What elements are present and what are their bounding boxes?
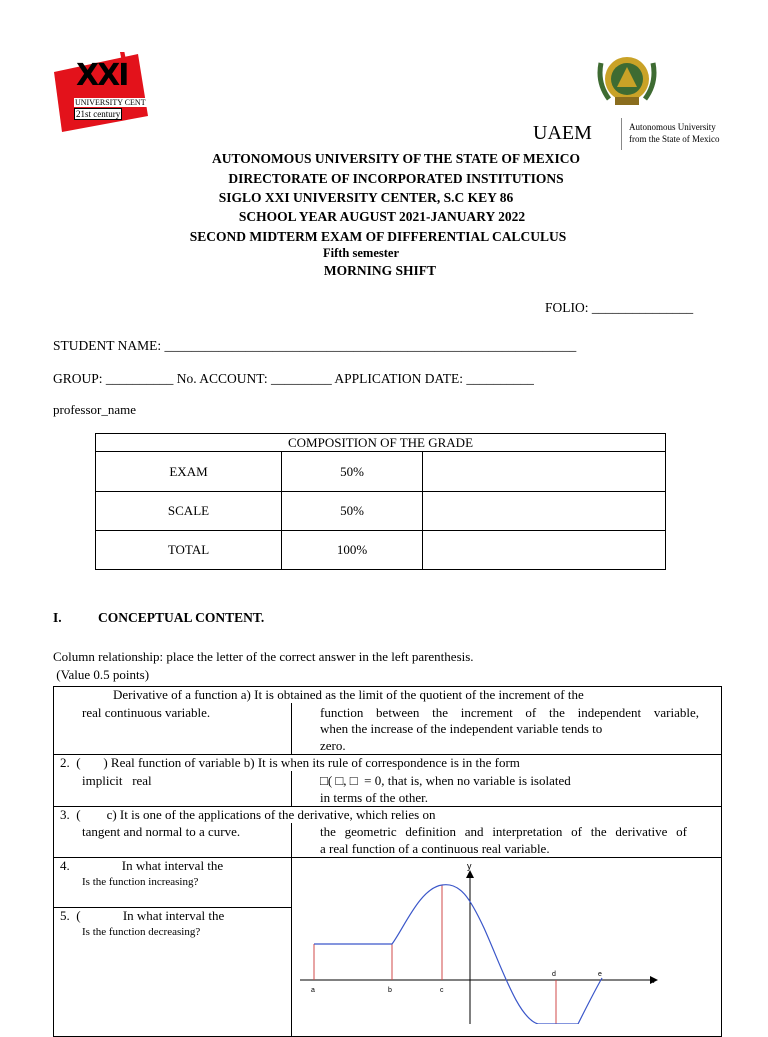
header-university: AUTONOMOUS UNIVERSITY OF THE STATE OF MEXICO bbox=[211, 151, 581, 166]
grade-row-label: EXAM bbox=[96, 452, 282, 492]
university-logo-left bbox=[52, 52, 150, 132]
q4-line2: Is the function increasing? bbox=[82, 876, 199, 888]
grade-table-title: COMPOSITION OF THE GRADE bbox=[96, 434, 666, 452]
uaem-divider bbox=[621, 118, 622, 150]
q1-top-line: Derivative of a function a) It is obtained as the limit of the quotient of the increment of the bbox=[113, 687, 584, 702]
q2-left-text: implicit real bbox=[82, 773, 152, 788]
folio-field[interactable]: FOLIO: _______________ bbox=[545, 300, 694, 315]
q1-right-line2: when the increase of the independent variable tends to bbox=[320, 721, 603, 736]
grade-row-value: 50% bbox=[282, 492, 423, 531]
header-shift: MORNING SHIFT bbox=[323, 263, 437, 278]
label-e: e bbox=[598, 971, 602, 978]
header-center: SIGLO XXI UNIVERSITY CENTER, S.C KEY 86 bbox=[218, 190, 514, 205]
q3-left-text: tangent and normal to a curve. bbox=[82, 824, 241, 839]
instructions-line1: Column relationship: place the letter of the correct answer in the left parenthesis. bbox=[53, 649, 474, 664]
grade-row-label: SCALE bbox=[96, 492, 282, 531]
label-d: d bbox=[552, 971, 556, 978]
label-c: c bbox=[440, 987, 444, 994]
q3-right-line2: a real function of a continuous real variable. bbox=[320, 841, 550, 856]
logo-numeral: XXI bbox=[76, 58, 128, 93]
label-x: x bbox=[650, 975, 655, 985]
header-exam-title: SECOND MIDTERM EXAM OF DIFFERENTIAL CALCULUS bbox=[189, 229, 567, 244]
q2-right-line2: in terms of the other. bbox=[320, 790, 428, 805]
q1-right-line1: function between the increment of the independent variable, bbox=[320, 705, 699, 720]
grade-row-score-cell[interactable] bbox=[423, 531, 666, 570]
q5-line2: Is the function decreasing? bbox=[82, 926, 201, 938]
uaem-acronym: UAEM bbox=[533, 122, 592, 144]
seal-icon bbox=[595, 53, 659, 109]
logo-caption-line2: 21st century bbox=[76, 109, 121, 119]
student-name-field[interactable]: STUDENT NAME: _____________________________________________________________ bbox=[53, 338, 577, 353]
grade-row-score-cell[interactable] bbox=[423, 452, 666, 492]
label-y: y bbox=[467, 861, 472, 871]
q4-line1: 4. In what interval the bbox=[60, 858, 224, 873]
section-title: CONCEPTUAL CONTENT. bbox=[98, 610, 265, 625]
grade-row-score-cell[interactable] bbox=[423, 492, 666, 531]
q2-top-line: 2. ( ) Real function of variable b) It is when its rule of correspondence is in the form bbox=[60, 755, 520, 770]
q2-right-line1: □( □, □ = 0, that is, when no variable is isolated bbox=[320, 773, 571, 788]
section-number: I. bbox=[53, 610, 62, 625]
header-directorate: DIRECTORATE OF INCORPORATED INSTITUTIONS bbox=[228, 171, 564, 186]
y-axis-arrow-icon bbox=[466, 870, 474, 878]
grade-row-value: 100% bbox=[282, 531, 423, 570]
uaem-caption-line2: from the State of Mexico bbox=[629, 134, 720, 144]
logo-caption-line1: UNIVERSITY CENT bbox=[75, 98, 146, 107]
q3-top-line: 3. ( c) It is one of the applications of the derivative, which relies on bbox=[60, 807, 436, 822]
function-graph bbox=[292, 858, 721, 1024]
q3-right-line1: the geometric definition and interpretation of the derivative of bbox=[320, 824, 687, 839]
q1-left-text: real continuous variable. bbox=[82, 705, 211, 720]
group-account-date-field[interactable]: GROUP: __________ No. ACCOUNT: _________ APPLICATION DATE: __________ bbox=[53, 371, 534, 386]
q1-right-line3: zero. bbox=[320, 738, 346, 753]
uaem-caption-line1: Autonomous University bbox=[629, 122, 716, 132]
grade-composition-table bbox=[95, 433, 666, 570]
label-b: b bbox=[388, 987, 392, 994]
university-seal bbox=[595, 53, 659, 109]
column-divider bbox=[291, 686, 292, 858]
grade-row-value: 50% bbox=[282, 452, 423, 492]
grade-row-label: TOTAL bbox=[96, 531, 282, 570]
label-a: a bbox=[311, 987, 315, 994]
instructions-line2: (Value 0.5 points) bbox=[53, 667, 150, 682]
header-school-year: SCHOOL YEAR AUGUST 2021-JANUARY 2022 bbox=[238, 209, 526, 224]
header-semester: Fifth semester bbox=[322, 246, 399, 260]
function-curve bbox=[314, 885, 602, 1024]
q5-line1: 5. ( In what interval the bbox=[60, 908, 225, 923]
professor-name: professor_name bbox=[53, 402, 137, 417]
